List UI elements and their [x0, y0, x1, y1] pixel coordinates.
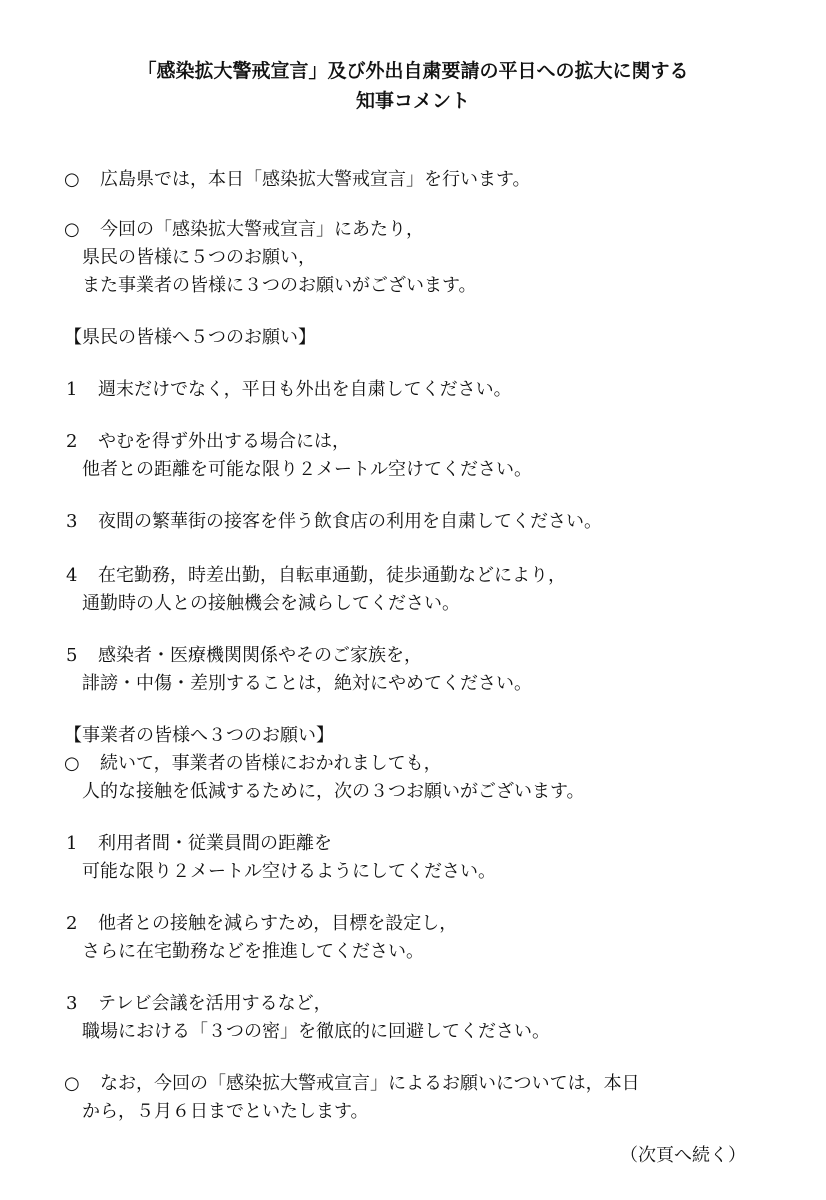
item-text: 他者との接触を減らすため，目標を設定し， — [98, 913, 458, 934]
residents-item-4 — [66, 564, 566, 588]
item-text: 感染者・医療機関関係やそのご家族を， — [98, 645, 422, 666]
businesses-section-heading: 【事業者の皆様へ３つのお願い】 — [64, 725, 334, 746]
item-number: 2 — [66, 913, 78, 934]
residents-item-1 — [66, 378, 512, 402]
document-title: 「感染拡大警戒宣言」及び外出自粛要請の平日への拡大に関する — [137, 60, 689, 82]
item-text: 夜間の繁華街の接客を伴う飲食店の利用を自粛してください。 — [98, 511, 602, 532]
circle-bullet: ○ — [64, 169, 80, 190]
intro-paragraph-2-line-2: 県民の皆様に５つのお願い， — [82, 247, 316, 268]
intro-paragraph-2 — [64, 218, 424, 242]
intro-paragraph-1 — [64, 168, 531, 192]
continued-next-page-note: （次頁へ続く） — [620, 1145, 746, 1166]
businesses-item-1-line-2: 可能な限り２メートル空けるようにしてください。 — [82, 861, 496, 882]
residents-section-heading: 【県民の皆様へ５つのお願い】 — [64, 327, 316, 348]
item-text: やむを得ず外出する場合には， — [98, 431, 350, 452]
closing-line-2: から，５月６日までといたします。 — [82, 1101, 369, 1122]
document-subtitle: 知事コメント — [355, 90, 470, 112]
paragraph-text: 今回の「感染拡大警戒宣言」にあたり， — [100, 219, 424, 240]
residents-item-2-line-2: 他者との距離を可能な限り２メートル空けてください。 — [82, 459, 532, 480]
item-number: 3 — [66, 993, 78, 1014]
item-text: テレビ会議を活用するなど， — [98, 993, 332, 1014]
intro-paragraph-2-line-3: また事業者の皆様に３つのお願いがございます。 — [82, 275, 477, 296]
businesses-item-2-line-2: さらに在宅勤務などを推進してください。 — [82, 941, 424, 962]
item-number: 1 — [66, 379, 78, 400]
businesses-item-1 — [66, 832, 332, 856]
paragraph-text: 続いて，事業者の皆様におかれましても， — [100, 753, 442, 774]
item-text: 利用者間・従業員間の距離を — [98, 833, 332, 854]
businesses-lead-line-2: 人的な接触を低減するために，次の３つお願いがございます。 — [82, 781, 585, 802]
item-number: 4 — [66, 565, 78, 586]
item-number: 3 — [66, 511, 78, 532]
residents-item-2 — [66, 430, 350, 454]
paragraph-text: 広島県では，本日「感染拡大警戒宣言」を行います。 — [100, 169, 531, 190]
circle-bullet: ○ — [64, 753, 80, 774]
closing-paragraph — [64, 1072, 640, 1096]
item-text: 在宅勤務，時差出勤，自転車通勤，徒歩通勤などにより， — [98, 565, 566, 586]
residents-item-3 — [66, 510, 602, 534]
residents-item-4-line-2: 通勤時の人との接触機会を減らしてください。 — [82, 593, 460, 614]
item-number: 1 — [66, 833, 78, 854]
residents-item-5-line-2: 誹謗・中傷・差別することは，絶対にやめてください。 — [82, 673, 532, 694]
residents-item-5 — [66, 644, 422, 668]
paragraph-text: なお，今回の「感染拡大警戒宣言」によるお願いについては，本日 — [100, 1073, 640, 1094]
businesses-item-3-line-2: 職場における「３つの密」を徹底的に回避してください。 — [82, 1021, 550, 1042]
item-number: 5 — [66, 645, 78, 666]
circle-bullet: ○ — [64, 219, 80, 240]
circle-bullet: ○ — [64, 1073, 80, 1094]
businesses-lead-paragraph — [64, 752, 442, 776]
item-number: 2 — [66, 431, 78, 452]
item-text: 週末だけでなく，平日も外出を自粛してください。 — [98, 379, 512, 400]
businesses-item-2 — [66, 912, 457, 936]
businesses-item-3 — [66, 992, 332, 1016]
